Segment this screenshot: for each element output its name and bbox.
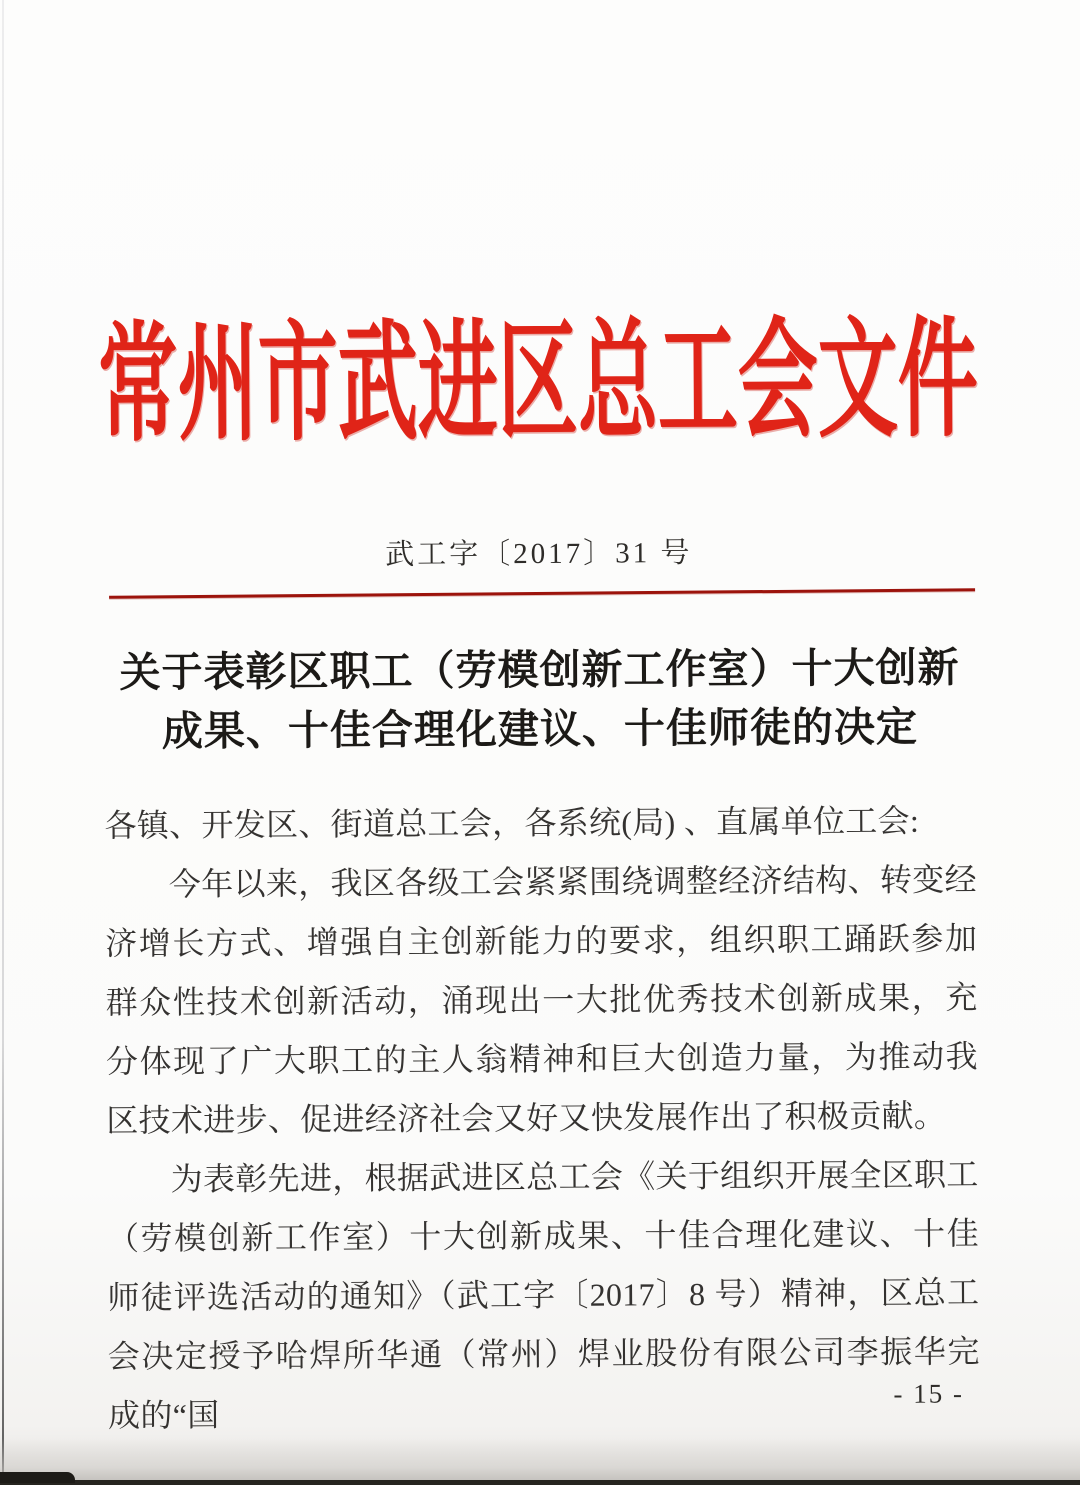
salutation-line: 各镇、开发区、街道总工会，各系统(局) 、直属单位工会: (104, 802, 920, 844)
red-separator-rule (109, 588, 975, 599)
document-title-line-2: 成果、十佳合理化建议、十佳师徒的决定 (161, 703, 919, 755)
page-number: - 15 - (893, 1378, 965, 1409)
document-reference-number: 武工字〔2017〕31 号 (385, 537, 693, 571)
scan-bottom-edge-line (0, 1480, 1080, 1485)
body-paragraph-2: 为表彰先进，根据武进区总工会《关于组织开展全区职工（劳模创新工作室）十大创新成果、十佳合理化建议、十佳师徒评选活动的通知》（武工字〔2017〕8 号）精神，区总工会决定授予哈焊所华通（常州）焊业股份有限公司李振华完成的“国 (106, 1156, 980, 1434)
document-title-line-1: 关于表彰区职工（劳模创新工作室）十大创新 (119, 644, 960, 696)
document-body (104, 791, 980, 1445)
document-title (0, 638, 1080, 763)
scan-bottom-shadow (0, 1438, 1080, 1480)
scan-corner-artifact (0, 1472, 75, 1483)
scan-left-edge-line (2, 0, 4, 1485)
issuing-authority-banner-title: 常州市武进区总工会文件 (97, 309, 979, 458)
red-header-banner (0, 294, 1078, 458)
body-paragraph-1: 今年以来，我区各级工会紧紧围绕调整经济结构、转变经济增长方式、增强自主创新能力的要求，组织职工踊跃参加群众性技术创新活动，涌现出一大批优秀技术创新成果，充分体现了广大职工的主人翁精神和巨大创造力量，为推动我区技术进步、促进经济社会又好又快发展作出了积极贡献。 (105, 861, 979, 1139)
